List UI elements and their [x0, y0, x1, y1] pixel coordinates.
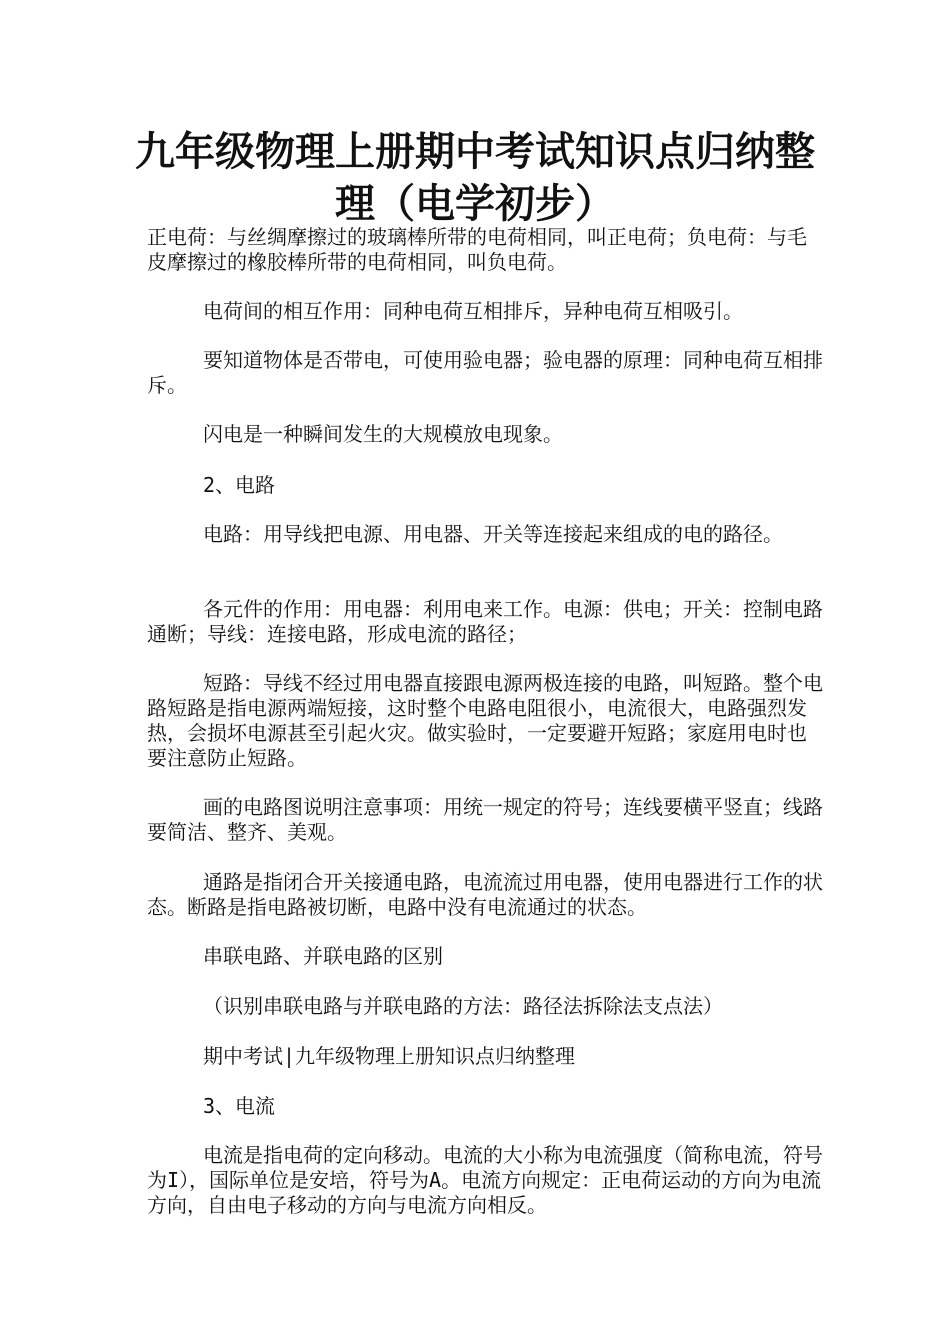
paragraph-current-definition: 电流是指电荷的定向移动。电流的大小称为电流强度（简称电流，符号为I），国际单位是安培，符号为A。电流方向规定：正电荷运动的方向为电流方向，自由电子移动的方向与电流方向相反。	[147, 1143, 823, 1217]
paragraph-electroscope: 要知道物体是否带电，可使用验电器；验电器的原理：同种电荷互相排斥。	[147, 348, 823, 397]
paragraph-series-parallel: 串联电路、并联电路的区别	[203, 944, 443, 968]
paragraph-short-circuit: 短路：导线不经过用电器直接跟电源两极连接的电路，叫短路。整个电路短路是指电源两端短接，这时整个电路电阻很小，电流很大，电路强烈发热，会损坏电源甚至引起火灾。做实验时，一定要避开短路；家庭用电时也要注意防止短路。	[147, 671, 823, 770]
paragraph-circuit-definition: 电路：用导线把电源、用电器、开关等连接起来组成的电的路径。	[203, 522, 783, 546]
paragraph-charges: 正电荷：与丝绸摩擦过的玻璃棒所带的电荷相同，叫正电荷；负电荷：与毛皮摩擦过的橡胶棒所带的电荷相同，叫负电荷。	[147, 225, 807, 274]
paragraph-identification-methods: （识别串联电路与并联电路的方法：路径法拆除法支点法）	[203, 994, 723, 1018]
paragraph-lightning: 闪电是一种瞬间发生的大规模放电现象。	[203, 422, 563, 446]
section-heading-circuit: 2、电路	[203, 473, 276, 497]
paragraph-component-roles: 各元件的作用：用电器：利用电来工作。电源：供电；开关：控制电路通断；导线：连接电路，形成电流的路径；	[147, 597, 823, 646]
paragraph-exam-note: 期中考试|九年级物理上册知识点归纳整理	[203, 1044, 576, 1068]
document-title: 九年级物理上册期中考试知识点归纳整理（电学初步）	[135, 128, 815, 227]
paragraph-charge-interaction: 电荷间的相互作用：同种电荷互相排斥，异种电荷互相吸引。	[203, 299, 743, 323]
paragraph-diagram-notes: 画的电路图说明注意事项：用统一规定的符号；连线要横平竖直；线路要简洁、整齐、美观。	[147, 795, 823, 844]
section-heading-current: 3、电流	[203, 1094, 276, 1118]
paragraph-open-closed-circuit: 通路是指闭合开关接通电路，电流流过用电器，使用电器进行工作的状态。断路是指电路被切断，电路中没有电流通过的状态。	[147, 870, 823, 919]
